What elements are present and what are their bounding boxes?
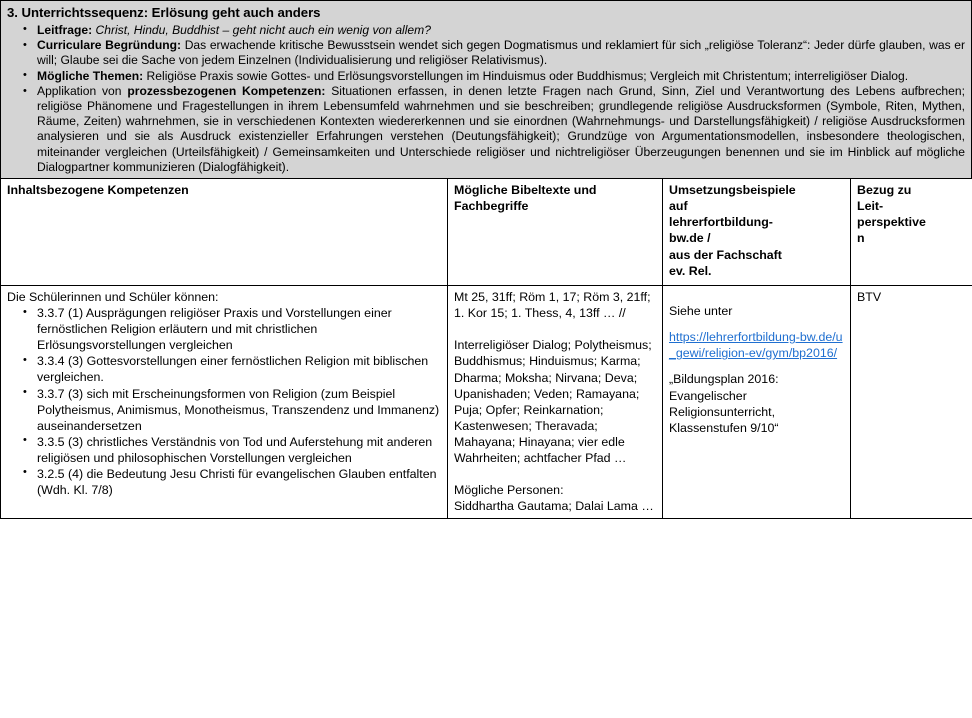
unterrichtssequenz-intro-block: [0, 0, 972, 178]
column-header-inhaltsbezogene-kompetenzen: Inhaltsbezogene Kompetenzen: [1, 179, 448, 286]
header-line: Leit-: [857, 199, 884, 214]
intro-bullet-text: Christ, Hindu, Buddhist – geht nicht auch ein wenig von allem?: [95, 22, 431, 37]
intro-bullet-text: Situationen erfassen, in denen letzte Fragen nach Grund, Sinn, Ziel und Verantwortung des Lebens aufbrechen; religiöse Phänomene und Fragestellungen in ihrem Lebensumfeld wahrnehmen und sie beschreiben; grundlegende religiöse Ausdrucksformen (Symbole, Riten, Mythen, Räume, Zeiten) wahrnehmen, sie in verschiedenen Kontexten wiedererkennen und sie einordnen (Wahrnehmungs- und Darstellungsfähigkeit) / religiöse Ausdrucksformen analysieren und sie als Ausdruck existenzieller Erfahrungen verstehen (Deutungsfähigkeit); Grundzüge von Argumentationsmodellen, insbesondere theologischen, miteinander vergleichen (Urteilsfähigkeit) / Gemeinsamkeiten und Unterschiede religiöser und nichtreligiöser Überzeugungen benennen und sie im Hinblick auf mögliche Dialogpartner kommunizieren (Dialogfähigkeit).: [37, 84, 965, 174]
header-line: n: [857, 231, 865, 246]
intro-bullet-text: Religiöse Praxis sowie Gottes- und Erlösungsvorstellungen im Hinduismus oder Buddhismus; Vergleich mit Christentum; interreligiöser Dialog.: [146, 68, 909, 83]
intro-bullet-prefix: Applikation von: [37, 84, 128, 99]
intro-bullet-label: Mögliche Themen:: [37, 68, 144, 83]
kompetenzen-table: [0, 178, 972, 519]
list-item: • 3.3.7 (1) Ausprägungen religiöser Praxis und Vorstellungen einer fernöstlichen Religion erläutern und mit christlichen Erlösungsvorstellungen vergleichen: [7, 305, 442, 353]
bildungsplan-quote: „Bildungsplan 2016: Evangelischer Religionsunterricht, Klassenstufen 9/10“: [669, 372, 779, 435]
cell-umsetzungsbeispiele: [663, 286, 851, 519]
fachbegriffe-terms: Interreligiöser Dialog; Polytheismus; Buddhismus; Hinduismus; Karma; Dharma; Moksha; Nirvana; Deva; Upanishaden; Veden; Ramayana; Puja; Opfer; Reinkarnation; Kastenwesen; Theravada; Mahayana; Hinayana; vier edle Wahrheiten; achtfacher Pfad …: [454, 338, 652, 466]
intro-bullet-leitfrage: [7, 23, 965, 38]
leitperspektive-badge: BTV: [857, 290, 882, 305]
header-line: lehrerfortbildung-: [669, 215, 773, 230]
header-line: perspektive: [857, 215, 926, 230]
spacer: [669, 289, 845, 303]
list-item: • 3.3.7 (3) sich mit Erscheinungsformen von Religion (zum Beispiel Polytheismus, Animismus, Monotheismus, Transzendenz und Immanenz) auseinandersetzen: [7, 386, 442, 434]
competence-list: [7, 305, 442, 498]
intro-bullet-moegliche-themen: [7, 69, 965, 84]
column-header-bezug-leitperspektiven: [851, 179, 972, 286]
list-item: • 3.3.5 (3) christliches Verständnis von Tod und Auferstehung mit anderen religiösen und philosophischen Vorstellungen vergleichen: [7, 434, 442, 466]
table-header-row: [1, 179, 972, 286]
spacer: [454, 321, 657, 337]
cell-leitperspektiven: [851, 286, 972, 519]
intro-bullet-list: [7, 23, 965, 175]
intro-bullet-curriculare-begruendung: [7, 38, 965, 68]
header-line: ev. Rel.: [669, 263, 712, 278]
persons-list: Siddhartha Gautama; Dalai Lama …: [454, 499, 654, 514]
bible-references: Mt 25, 31ff; Röm 1, 17; Röm 3, 21ff; 1. Kor 15; 1. Thess, 4, 13ff … //: [454, 290, 651, 321]
link-container: [669, 329, 845, 361]
persons-label: Mögliche Personen:: [454, 483, 564, 498]
section-heading: 3. Unterrichtssequenz: Erlösung geht auch anders: [7, 5, 321, 20]
intro-bullet-label: Leitfrage:: [37, 22, 93, 37]
table-row: [1, 286, 972, 519]
header-line: auf: [669, 199, 688, 214]
lehrerfortbildung-link[interactable]: https://lehrerfortbildung-bw.de/u_gewi/religion-ev/gym/bp2016/: [669, 330, 843, 361]
intro-bullet-label: Curriculare Begründung:: [37, 38, 182, 53]
spacer: [669, 361, 845, 371]
spacer: [454, 466, 657, 482]
header-line: Bezug zu: [857, 183, 912, 198]
list-item: • 3.3.4 (3) Gottesvorstellungen einer fernöstlichen Religion mit biblischen vergleichen.: [7, 353, 442, 385]
intro-bullet-prozessbezogene-kompetenzen: [7, 84, 965, 174]
cell-bibeltexte-fachbegriffe: [448, 286, 663, 519]
intro-bullet-text: Das erwachende kritische Bewusstsein wendet sich gegen Dogmatismus und reklamiert für sich „religiöse Toleranz“: Jeder dürfe glauben, was er will; Glaube sei die Sache von jedem Einzelnen (Individualisierung und religiöser Relativismus).: [37, 38, 965, 68]
header-line: Umsetzungsbeispiele: [669, 183, 796, 198]
list-item: • 3.2.5 (4) die Bedeutung Jesu Christi für evangelischen Glauben entfalten (Wdh. Kl. 7/8): [7, 466, 442, 498]
competence-intro: Die Schülerinnen und Schüler können:: [7, 290, 219, 305]
column-header-bibeltexte-fachbegriffe: Mögliche Bibeltexte und Fachbegriffe: [448, 179, 663, 286]
column-header-umsetzungsbeispiele: [663, 179, 851, 286]
intro-bullet-label: prozessbezogenen Kompetenzen:: [127, 84, 326, 99]
header-line: aus der Fachschaft: [669, 247, 782, 262]
see-under-label: Siehe unter: [669, 304, 733, 319]
spacer: [669, 319, 845, 329]
header-line: bw.de /: [669, 231, 711, 246]
cell-inhaltsbezogene-kompetenzen: [1, 286, 448, 519]
